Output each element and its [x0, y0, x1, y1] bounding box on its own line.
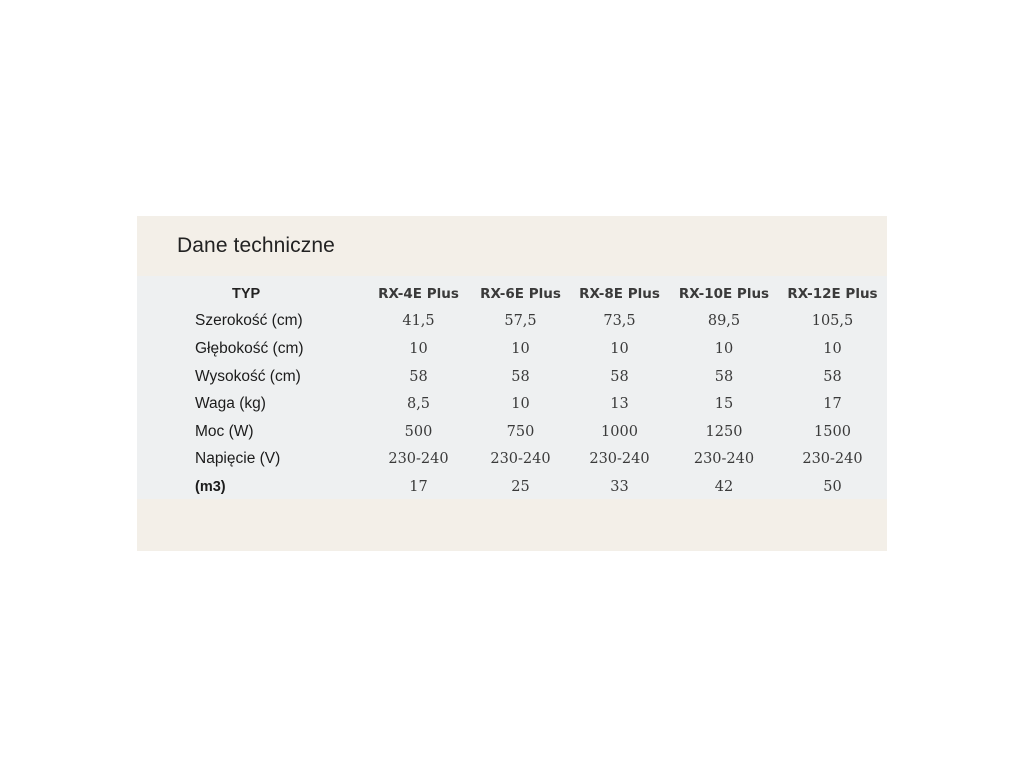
table-cell: 25 [511, 478, 530, 495]
column-header-model: RX-4E Plus [378, 285, 459, 302]
spec-table [137, 280, 887, 501]
table-cell: 230-240 [490, 451, 551, 468]
table-cell: 58 [610, 368, 629, 385]
table-row [137, 446, 887, 474]
row-label: Szerokość (cm) [195, 312, 303, 330]
spec-table-area [137, 276, 887, 499]
column-header-model: RX-12E Plus [787, 285, 878, 302]
table-cell: 73,5 [603, 313, 636, 330]
row-label: Napięcie (V) [195, 450, 281, 468]
table-row [137, 473, 887, 501]
column-header-model: RX-6E Plus [480, 285, 561, 302]
table-row [137, 390, 887, 418]
row-label: Waga (kg) [195, 395, 266, 413]
table-cell: 1500 [814, 423, 851, 440]
table-row [137, 308, 887, 336]
table-cell: 230-240 [388, 451, 449, 468]
table-cell: 58 [823, 368, 842, 385]
table-cell: 10 [409, 340, 428, 357]
table-cell: 230-240 [693, 451, 755, 468]
table-cell: 58 [511, 368, 530, 385]
row-label: Głębokość (cm) [195, 339, 304, 357]
table-cell: 500 [404, 423, 433, 440]
column-header-typ: TYP [232, 285, 261, 302]
row-label: Moc (W) [195, 422, 254, 440]
table-cell: 13 [610, 396, 629, 413]
table-cell: 10 [511, 340, 530, 357]
row-label: (m3) [195, 478, 226, 495]
table-cell: 10 [823, 340, 842, 357]
table-cell: 10 [714, 340, 734, 357]
table-cell: 33 [610, 478, 629, 495]
table-cell: 42 [714, 478, 734, 495]
table-cell: 1250 [705, 423, 743, 440]
column-header-model: RX-10E Plus [678, 285, 770, 302]
header-row [137, 280, 887, 308]
table-cell: 10 [610, 340, 629, 357]
table-cell: 1000 [601, 423, 638, 440]
table-row [137, 363, 887, 391]
table-cell: 50 [823, 478, 842, 495]
table-row [137, 335, 887, 363]
table-cell: 89,5 [707, 313, 741, 330]
table-cell: 230-240 [802, 451, 863, 468]
row-label: Wysokość (cm) [195, 367, 301, 385]
table-cell: 58 [409, 368, 428, 385]
table-cell: 15 [714, 396, 734, 413]
table-cell: 230-240 [589, 451, 650, 468]
table-cell: 17 [823, 396, 842, 413]
table-cell: 41,5 [402, 313, 435, 330]
table-row [137, 418, 887, 446]
card-title: Dane techniczne [177, 234, 335, 257]
table-cell: 105,5 [811, 313, 854, 330]
table-cell: 57,5 [504, 313, 537, 330]
table-cell: 8,5 [406, 396, 431, 413]
table-cell: 750 [506, 423, 535, 440]
table-cell: 58 [714, 368, 734, 385]
table-cell: 10 [511, 396, 530, 413]
spec-card [137, 216, 887, 551]
table-cell: 17 [409, 478, 428, 495]
column-header-model: RX-8E Plus [579, 285, 660, 302]
